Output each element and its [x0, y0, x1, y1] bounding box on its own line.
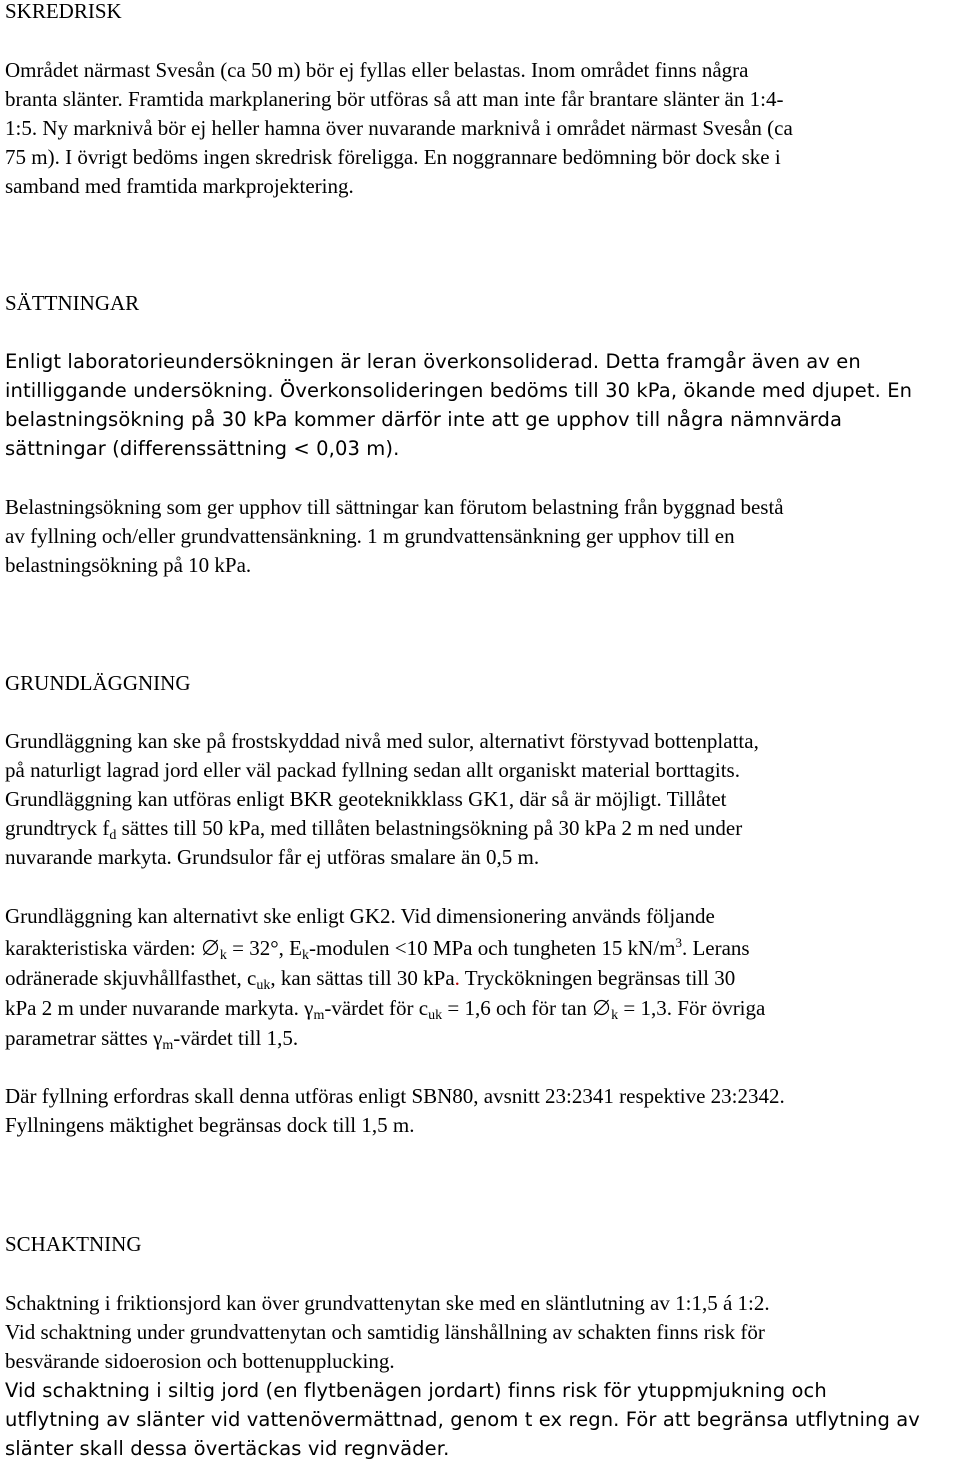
text-line [5, 993, 953, 1023]
subscript: m [162, 1038, 174, 1053]
text-run: karakteristiska värden: [5, 936, 201, 960]
superscript: 3 [675, 935, 682, 950]
text-run: sättes till 50 kPa, med tillåten belastningsökning på 30 kPa 2 m ned under [116, 816, 743, 840]
text-run: = 32°, E [226, 936, 302, 960]
text-line: 1:5. Ny marknivå bör ej heller hamna över nuvarande marknivå i området närmast Svesån (ca [5, 116, 793, 140]
text-run: = 1,6 och för tan [442, 996, 593, 1020]
text-line: intilliggande undersökning. Överkonsolideringen bedöms till 30 kPa, ökande med djupet. En [5, 379, 913, 402]
text-run: -värdet för c [324, 996, 429, 1020]
paragraph-sattningar-2 [5, 493, 953, 580]
paragraph-skredrisk [5, 56, 953, 201]
section-heading-skredrisk: SKREDRISK [5, 0, 122, 23]
text-run: = 1,3. För övriga [618, 996, 766, 1020]
subscript: m [313, 1008, 325, 1023]
text-line: sättningar (differenssättning < 0,03 m). [5, 437, 400, 460]
section-heading-grundlaggning: GRUNDLÄGGNING [5, 671, 191, 695]
red-period: . [454, 966, 460, 990]
paragraph-grundlaggning-1 [5, 727, 953, 872]
text-run: Tryckökningen begränsas till 30 [459, 966, 736, 990]
text-line: Grundläggning kan ske på frostskyddad nivå med sulor, alternativt förstyvad bottenplatta, [5, 729, 759, 753]
section-heading-schaktning: SCHAKTNING [5, 1232, 142, 1256]
text-line: besvärande sidoerosion och bottenupplucking. [5, 1349, 395, 1373]
subscript: k [302, 948, 309, 963]
text-line: Grundläggning kan utföras enligt BKR geoteknikklass GK1, där så är möjligt. Tillåtet [5, 787, 727, 811]
text-line: Enligt laboratorieundersökningen är leran överkonsoliderad. Detta framgår även av en [5, 350, 861, 373]
text-run: . Lerans [681, 936, 750, 960]
empty-set-icon [202, 939, 219, 956]
text-run: odränerade skjuvhållfasthet, c [5, 966, 257, 990]
text-line [5, 1023, 953, 1053]
subscript: uk [256, 978, 271, 993]
text-line: samband med framtida markprojektering. [5, 174, 354, 198]
empty-set-icon [593, 999, 610, 1016]
text-line: belastningsökning på 30 kPa kommer därför inte att ge upphov till några nämnvärda [5, 408, 843, 431]
text-line: på naturligt lagrad jord eller väl packad fyllning sedan allt organiskt material borttagits. [5, 758, 740, 782]
text-line: Vid schaktning under grundvattenytan och samtidig länshållning av schakten finns risk för [5, 1320, 765, 1344]
text-line: Schaktning i friktionsjord kan över grundvattenytan ske med en släntlutning av 1:1,5 á 1:2. [5, 1291, 770, 1315]
subscript: d [109, 828, 117, 843]
text-run: , kan sättas till 30 kPa [270, 966, 455, 990]
text-run: grundtryck f [5, 816, 110, 840]
text-line: Grundläggning kan alternativt ske enligt GK2. Vid dimensionering används följande [5, 904, 715, 928]
text-line: utflytning av slänter vid vattenövermättnad, genom t ex regn. För att begränsa utflytning av [5, 1408, 920, 1431]
text-line: nuvarande markyta. Grundsulor får ej utföras smalare än 0,5 m. [5, 845, 540, 869]
subscript: k [611, 1008, 619, 1023]
text-line: slänter skall dessa övertäckas vid regnväder. [5, 1437, 450, 1460]
text-line [5, 963, 953, 993]
text-run: -modulen <10 MPa och tungheten 15 kN/m [309, 936, 676, 960]
text-run: kPa 2 m under nuvarande markyta. γ [5, 996, 314, 1020]
paragraph-grundlaggning-2 [5, 902, 953, 1053]
text-run: -värdet till 1,5. [173, 1026, 299, 1050]
text-line: Fyllningens mäktighet begränsas dock till 1,5 m. [5, 1113, 415, 1137]
paragraph-grundlaggning-3 [5, 1082, 953, 1140]
text-line: 75 m). I övrigt bedöms ingen skredrisk föreligga. En noggrannare bedömning bör dock ske i [5, 145, 781, 169]
text-line [5, 931, 953, 963]
text-line: belastningsökning på 10 kPa. [5, 553, 252, 577]
text-line: branta slänter. Framtida markplanering bör utföras så att man inte får brantare slänter än 1:4- [5, 87, 784, 111]
subscript: uk [428, 1008, 443, 1023]
text-line: Området närmast Svesån (ca 50 m) bör ej fyllas eller belastas. Inom området finns några [5, 58, 749, 82]
text-line: av fyllning och/eller grundvattensänkning. 1 m grundvattensänkning ger upphov till en [5, 524, 735, 548]
text-run: parametrar sättes γ [5, 1026, 163, 1050]
paragraph-schaktning [5, 1289, 953, 1463]
subscript: k [219, 948, 227, 963]
text-line: Vid schaktning i siltig jord (en flytbenägen jordart) finns risk för ytuppmjukning och [5, 1379, 827, 1402]
section-heading-sattningar: SÄTTNINGAR [5, 291, 140, 315]
text-line [5, 814, 953, 843]
paragraph-sattningar-1 [5, 347, 953, 463]
text-line: Belastningsökning som ger upphov till sättningar kan förutom belastning från byggnad bestå [5, 495, 784, 519]
text-line: Där fyllning erfordras skall denna utföras enligt SBN80, avsnitt 23:2341 respektive 23:2342. [5, 1084, 785, 1108]
